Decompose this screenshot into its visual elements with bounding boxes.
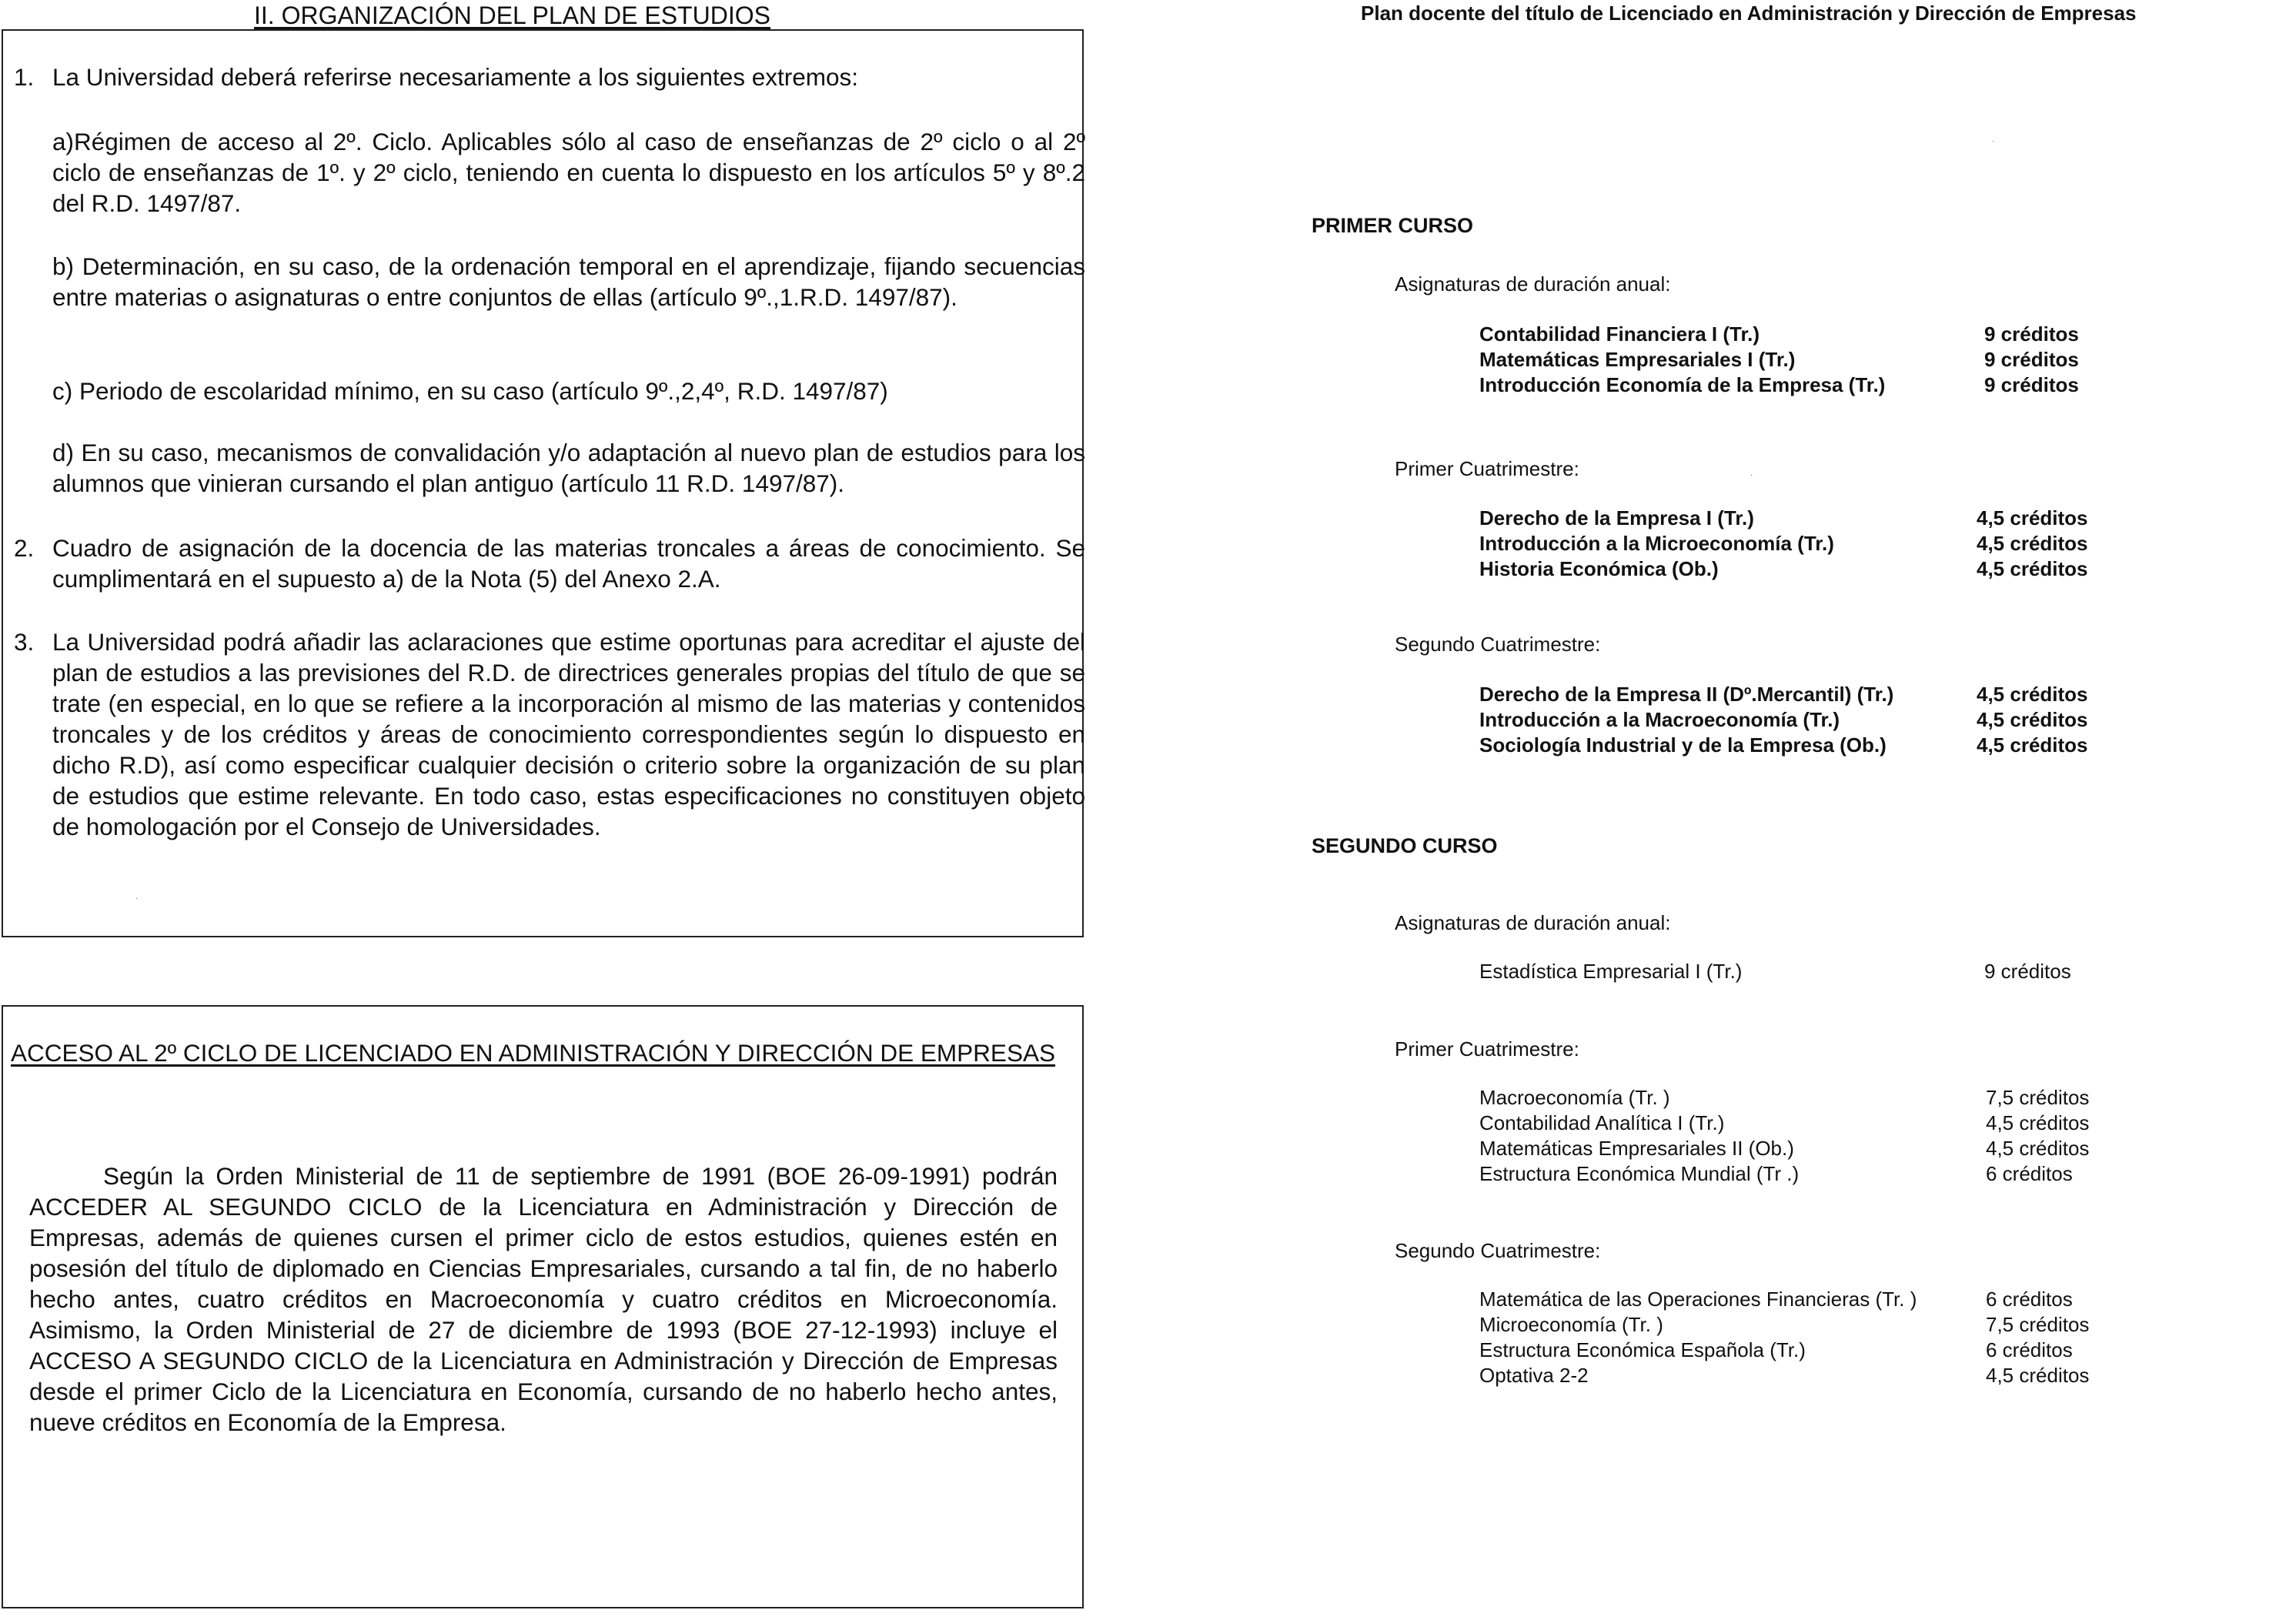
item-3-text: La Universidad podrá añadir las aclaraciones que estime oportunas para acreditar el ajuste del plan de estudios a las previsiones del R.D. de directrices generales propias del título de que se trate (en especial, en lo que se refiere a la incorporación al mismo de las materias y contenidos troncales y de los créditos y áreas de conocimiento correspondientes según lo dispuesto en dicho R.D), así como especificar cualquier decisión o criterio sobre la organización de su plan de estudios que estime relevante. En todo caso, estas especificaciones no constituyen objeto de homologación por el Consejo de Universidades.	[52, 628, 1085, 840]
subject-name: Introducción a la Macroeconomía (Tr.)	[1479, 708, 1840, 731]
subject-credits: 4,5 créditos	[1986, 1111, 2090, 1134]
group-label: Asignaturas de duración anual:	[1395, 911, 1671, 934]
group-label: Primer Cuatrimestre:	[1395, 457, 1579, 480]
subject-name: Sociología Industrial y de la Empresa (Ob.)	[1479, 733, 1887, 757]
subject-credits: 9 créditos	[1984, 348, 2079, 371]
subject-name: Contabilidad Financiera I (Tr.)	[1479, 322, 1760, 346]
item-2-number: 2.	[14, 534, 35, 562]
subject-name: Historia Económica (Ob.)	[1479, 557, 1719, 580]
subject-credits: 4,5 créditos	[1977, 733, 2088, 757]
subject-credits: 4,5 créditos	[1986, 1364, 2090, 1387]
group-label: Segundo Cuatrimestre:	[1395, 633, 1601, 656]
access-heading: ACCESO AL 2º CICLO DE LICENCIADO EN ADMINISTRACIÓN Y DIRECCIÓN DE EMPRESAS	[11, 1039, 1055, 1067]
organization-box	[2, 29, 1084, 937]
item-1-number: 1.	[14, 63, 35, 91]
scan-speck: ·	[1750, 471, 1753, 479]
subject-credits: 9 créditos	[1984, 322, 2079, 346]
subject-name: Optativa 2-2	[1479, 1364, 1589, 1387]
subject-name: Estructura Económica Mundial (Tr .)	[1479, 1162, 1800, 1185]
subject-credits: 4,5 créditos	[1977, 683, 2088, 706]
subject-credits: 7,5 créditos	[1986, 1086, 2090, 1109]
subject-name: Derecho de la Empresa II (Dº.Mercantil) (Tr.)	[1479, 683, 1894, 706]
subject-credits: 6 créditos	[1986, 1162, 2073, 1185]
item-1-sub-a: a)Régimen de acceso al 2º. Ciclo. Aplicables sólo al caso de enseñanzas de 2º ciclo o al 2º ciclo de enseñanzas de 1º. y 2º ciclo, teniendo en cuenta lo dispuesto en los artículos 5º y 8º.2 del R.D. 1497/87.	[52, 128, 1085, 217]
subject-credits: 4,5 créditos	[1977, 532, 2088, 555]
course-title: PRIMER CURSO	[1312, 214, 1474, 237]
subject-name: Estructura Económica Española (Tr.)	[1479, 1338, 1806, 1361]
subject-credits: 4,5 créditos	[1977, 708, 2088, 731]
subject-name: Contabilidad Analítica I (Tr.)	[1479, 1111, 1725, 1134]
subject-name: Estadística Empresarial I (Tr.)	[1479, 960, 1743, 983]
plan-header: Plan docente del título de Licenciado en Administración y Dirección de Empresas	[1361, 2, 2137, 25]
item-1-text: La Universidad deberá referirse necesariamente a los siguientes extremos:	[52, 63, 859, 91]
subject-credits: 4,5 créditos	[1977, 506, 2088, 529]
subject-credits: 6 créditos	[1986, 1338, 2073, 1361]
access-box	[2, 1005, 1084, 1608]
group-label: Asignaturas de duración anual:	[1395, 272, 1671, 296]
subject-name: Macroeconomía (Tr. )	[1479, 1086, 1670, 1109]
item-1-sub-c: c) Periodo de escolaridad mínimo, en su caso (artículo 9º.,2,4º, R.D. 1497/87)	[52, 377, 888, 405]
course-title: SEGUNDO CURSO	[1312, 834, 1498, 857]
item-1-sub-b: b) Determinación, en su caso, de la ordenación temporal en el aprendizaje, fijando secuencias entre materias o asignaturas o entre conjuntos de ellas (artículo 9º.,1.R.D. 1497/87).	[52, 252, 1085, 311]
subject-name: Matemáticas Empresariales I (Tr.)	[1479, 348, 1796, 371]
item-3-number: 3.	[14, 628, 35, 656]
subject-name: Introducción Economía de la Empresa (Tr.)	[1479, 373, 1886, 396]
subject-credits: 6 créditos	[1986, 1288, 2073, 1311]
subject-name: Microeconomía (Tr. )	[1479, 1313, 1663, 1336]
item-2-text: Cuadro de asignación de la docencia de las materias troncales a áreas de conocimiento. Se cumplimentará en el supuesto a) de la Nota (5) del Anexo 2.A.	[52, 534, 1085, 593]
subject-credits: 9 créditos	[1984, 960, 2071, 983]
subject-credits: 9 créditos	[1984, 373, 2079, 396]
scan-speck: ·	[1992, 137, 1995, 145]
subject-name: Matemáticas Empresariales II (Ob.)	[1479, 1137, 1794, 1160]
subject-credits: 4,5 créditos	[1977, 557, 2088, 580]
group-label: Segundo Cuatrimestre:	[1395, 1239, 1601, 1262]
subject-name: Matemática de las Operaciones Financieras (Tr. )	[1479, 1288, 1917, 1311]
subject-name: Derecho de la Empresa I (Tr.)	[1479, 506, 1754, 529]
subject-name: Introducción a la Microeconomía (Tr.)	[1479, 532, 1834, 555]
subject-credits: 4,5 créditos	[1986, 1137, 2090, 1160]
access-body: Según la Orden Ministerial de 11 de septiembre de 1991 (BOE 26-09-1991) podrán ACCEDER AL SEGUNDO CICLO de la Licenciatura en Administración y Dirección de Empresas, además de quienes cursen el primer ciclo de estos estudios, quienes estén en posesión del título de diplomado en Ciencias Empresariales, cursando a tal fin, de no haberlo hecho antes, cuatro créditos en Macroeconomía y cuatro créditos en Microeconomía. Asimismo, la Orden Ministerial de 27 de diciembre de 1993 (BOE 27-12-1993) incluye el ACCESO A SEGUNDO CICLO de la Licenciatura en Administración y Dirección de Empresas desde el primer Ciclo de la Licenciatura en Economía, cursando de no haberlo hecho antes, nueve créditos en Economía de la Empresa.	[29, 1162, 1058, 1436]
item-1-sub-d: d) En su caso, mecanismos de convalidación y/o adaptación al nuevo plan de estudios para los alumnos que vinieran cursando el plan antiguo (artículo 11 R.D. 1497/87).	[52, 439, 1085, 497]
group-label: Primer Cuatrimestre:	[1395, 1037, 1579, 1061]
section-title: II. ORGANIZACIÓN DEL PLAN DE ESTUDIOS	[254, 2, 770, 29]
subject-credits: 7,5 créditos	[1986, 1313, 2090, 1336]
scan-speck: ·	[135, 894, 139, 903]
